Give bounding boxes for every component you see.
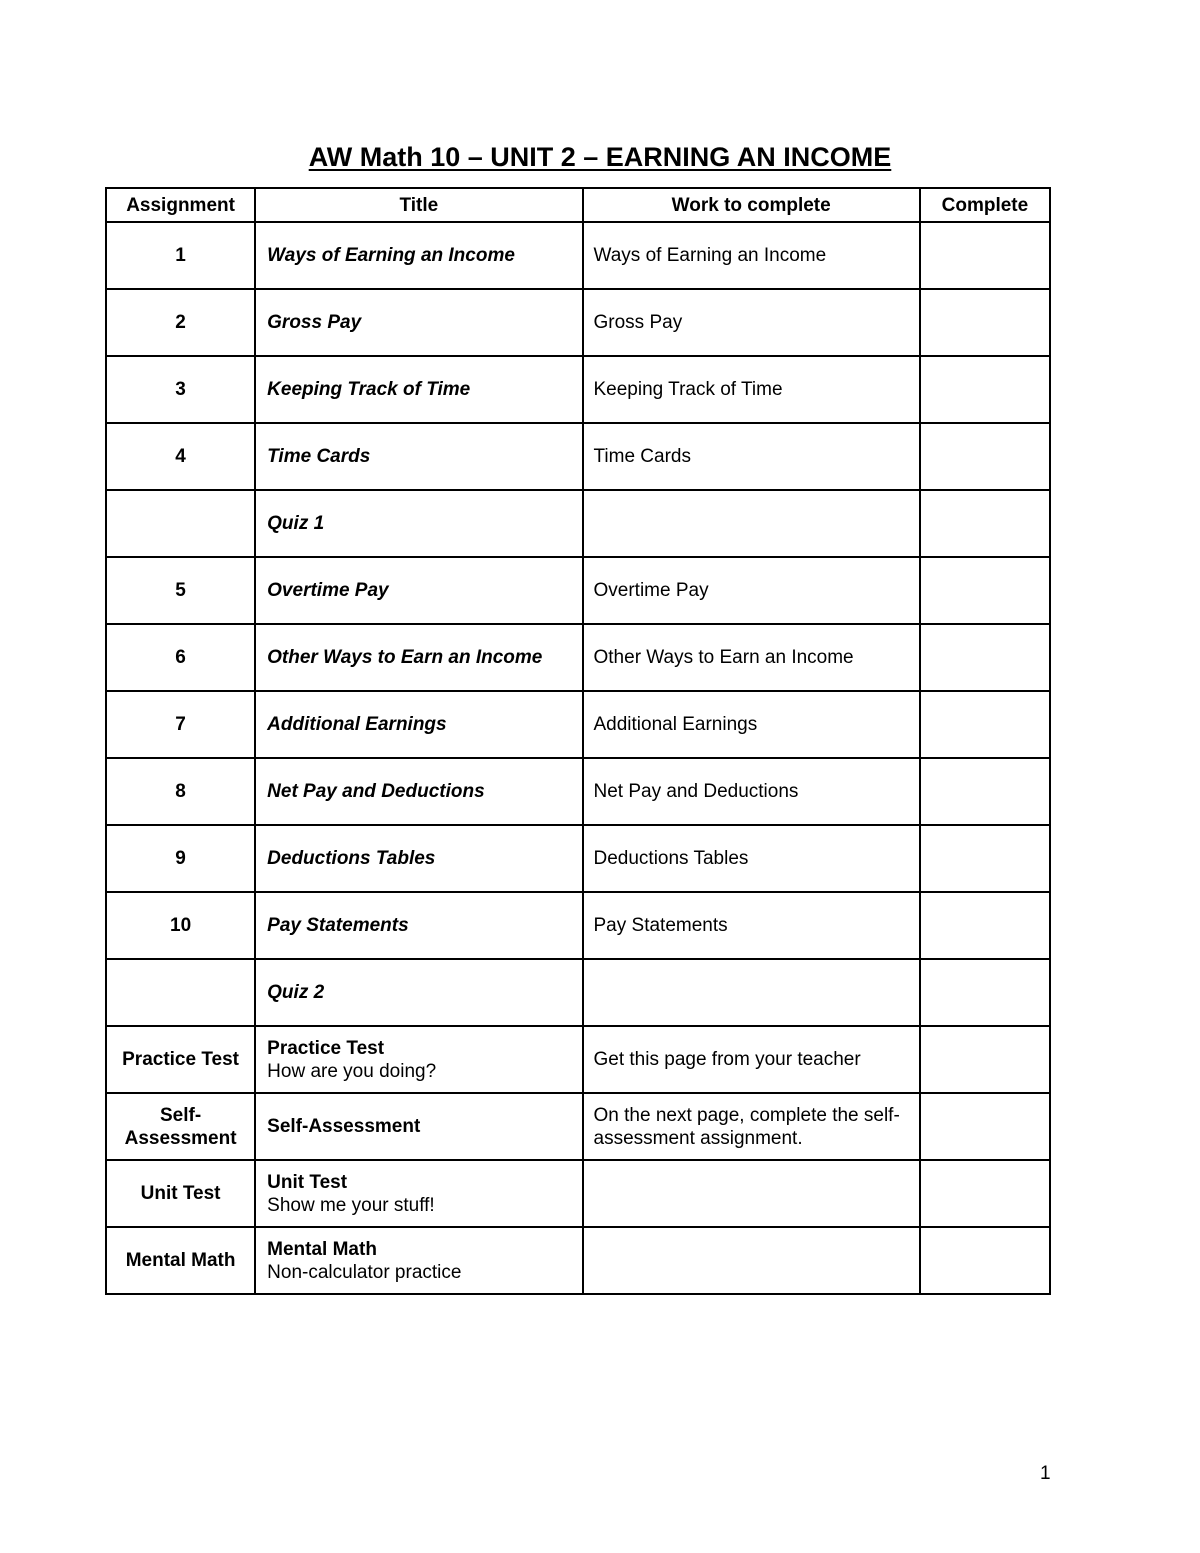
assignment-cell: Unit Test bbox=[106, 1160, 255, 1227]
assignment-cell bbox=[106, 959, 255, 1026]
title-cell bbox=[255, 289, 582, 356]
title-cell bbox=[255, 892, 582, 959]
complete-checkbox-cell bbox=[920, 1160, 1050, 1227]
title-text: Gross Pay bbox=[267, 312, 362, 333]
table-row bbox=[106, 356, 1050, 423]
header-complete: Complete bbox=[920, 188, 1050, 222]
header-title: Title bbox=[255, 188, 582, 222]
assignment-cell bbox=[106, 490, 255, 557]
title-cell bbox=[255, 1093, 582, 1160]
assignment-cell: 3 bbox=[106, 356, 255, 423]
table-row bbox=[106, 691, 1050, 758]
work-to-complete-cell: Overtime Pay bbox=[583, 557, 920, 624]
work-to-complete-cell: Net Pay and Deductions bbox=[583, 758, 920, 825]
work-to-complete-cell bbox=[583, 1227, 920, 1294]
table-row bbox=[106, 1093, 1050, 1160]
table-body bbox=[106, 222, 1050, 1294]
title-cell bbox=[255, 222, 582, 289]
work-to-complete-cell bbox=[583, 490, 920, 557]
work-to-complete-cell bbox=[583, 1160, 920, 1227]
title-cell bbox=[255, 557, 582, 624]
complete-checkbox-cell bbox=[920, 691, 1050, 758]
table-row bbox=[106, 222, 1050, 289]
header-row bbox=[106, 188, 1050, 222]
table-row bbox=[106, 959, 1050, 1026]
assignment-cell: 10 bbox=[106, 892, 255, 959]
assignment-cell: Practice Test bbox=[106, 1026, 255, 1093]
complete-checkbox-cell bbox=[920, 356, 1050, 423]
title-cell bbox=[255, 1026, 582, 1093]
assignment-cell: 9 bbox=[106, 825, 255, 892]
complete-checkbox-cell bbox=[920, 825, 1050, 892]
table-row bbox=[106, 825, 1050, 892]
complete-checkbox-cell bbox=[920, 1227, 1050, 1294]
title-subtext: Non-calculator practice bbox=[267, 1261, 462, 1283]
title-cell bbox=[255, 691, 582, 758]
header-work-to-complete: Work to complete bbox=[583, 188, 920, 222]
title-text: Overtime Pay bbox=[267, 580, 389, 601]
complete-checkbox-cell bbox=[920, 1093, 1050, 1160]
complete-checkbox-cell bbox=[920, 624, 1050, 691]
table-row bbox=[106, 1026, 1050, 1093]
title-text: Quiz 2 bbox=[267, 982, 325, 1003]
title-text: Practice Test bbox=[267, 1037, 385, 1059]
title-subtext: Show me your stuff! bbox=[267, 1194, 435, 1216]
complete-checkbox-cell bbox=[920, 959, 1050, 1026]
title-text: Self-Assessment bbox=[267, 1116, 421, 1137]
title-text: Time Cards bbox=[267, 446, 371, 467]
title-text: Mental Math bbox=[267, 1238, 377, 1260]
work-to-complete-cell: Additional Earnings bbox=[583, 691, 920, 758]
title-text: Unit Test bbox=[267, 1171, 348, 1193]
work-to-complete-cell: On the next page, complete the self-assessment assignment. bbox=[583, 1093, 920, 1160]
complete-checkbox-cell bbox=[920, 423, 1050, 490]
table-row bbox=[106, 892, 1050, 959]
title-text: Pay Statements bbox=[267, 915, 409, 936]
title-cell bbox=[255, 423, 582, 490]
assignment-cell: 7 bbox=[106, 691, 255, 758]
header-assignment: Assignment bbox=[106, 188, 255, 222]
complete-checkbox-cell bbox=[920, 892, 1050, 959]
table-row bbox=[106, 1227, 1050, 1294]
assignment-cell: 1 bbox=[106, 222, 255, 289]
complete-checkbox-cell bbox=[920, 1026, 1050, 1093]
work-to-complete-cell bbox=[583, 959, 920, 1026]
title-text: Net Pay and Deductions bbox=[267, 781, 485, 802]
table-header bbox=[106, 188, 1050, 222]
assignment-cell: 6 bbox=[106, 624, 255, 691]
assignment-cell: 4 bbox=[106, 423, 255, 490]
page-title: AW Math 10 – UNIT 2 – EARNING AN INCOME bbox=[308, 142, 892, 172]
complete-checkbox-cell bbox=[920, 758, 1050, 825]
work-to-complete-cell: Gross Pay bbox=[583, 289, 920, 356]
title-text: Quiz 1 bbox=[267, 513, 325, 534]
title-cell bbox=[255, 1227, 582, 1294]
title-cell bbox=[255, 758, 582, 825]
work-to-complete-cell: Get this page from your teacher bbox=[583, 1026, 920, 1093]
work-to-complete-cell: Deductions Tables bbox=[583, 825, 920, 892]
table-row bbox=[106, 624, 1050, 691]
assignment-cell: 5 bbox=[106, 557, 255, 624]
assignment-cell: 8 bbox=[106, 758, 255, 825]
title-text: Additional Earnings bbox=[267, 714, 447, 735]
complete-checkbox-cell bbox=[920, 490, 1050, 557]
title-cell bbox=[255, 356, 582, 423]
table-row bbox=[106, 423, 1050, 490]
assignment-cell: Self-Assessment bbox=[106, 1093, 255, 1160]
title-text: Deductions Tables bbox=[267, 848, 436, 869]
page-number: 1 bbox=[1040, 1463, 1051, 1484]
work-to-complete-cell: Time Cards bbox=[583, 423, 920, 490]
work-to-complete-cell: Keeping Track of Time bbox=[583, 356, 920, 423]
assignment-cell: 2 bbox=[106, 289, 255, 356]
work-to-complete-cell: Ways of Earning an Income bbox=[583, 222, 920, 289]
assignment-table bbox=[105, 187, 1051, 1295]
title-text: Other Ways to Earn an Income bbox=[267, 647, 543, 668]
table-row bbox=[106, 1160, 1050, 1227]
table-row bbox=[106, 490, 1050, 557]
table-row bbox=[106, 557, 1050, 624]
title-text: Ways of Earning an Income bbox=[267, 245, 515, 266]
complete-checkbox-cell bbox=[920, 289, 1050, 356]
work-to-complete-cell: Pay Statements bbox=[583, 892, 920, 959]
title-cell bbox=[255, 825, 582, 892]
title-cell bbox=[255, 490, 582, 557]
complete-checkbox-cell bbox=[920, 222, 1050, 289]
title-cell bbox=[255, 1160, 582, 1227]
title-cell bbox=[255, 959, 582, 1026]
table-row bbox=[106, 289, 1050, 356]
table-row bbox=[106, 758, 1050, 825]
title-subtext: How are you doing? bbox=[267, 1060, 437, 1082]
title-cell bbox=[255, 624, 582, 691]
assignment-cell: Mental Math bbox=[106, 1227, 255, 1294]
work-to-complete-cell: Other Ways to Earn an Income bbox=[583, 624, 920, 691]
title-text: Keeping Track of Time bbox=[267, 379, 471, 400]
complete-checkbox-cell bbox=[920, 557, 1050, 624]
